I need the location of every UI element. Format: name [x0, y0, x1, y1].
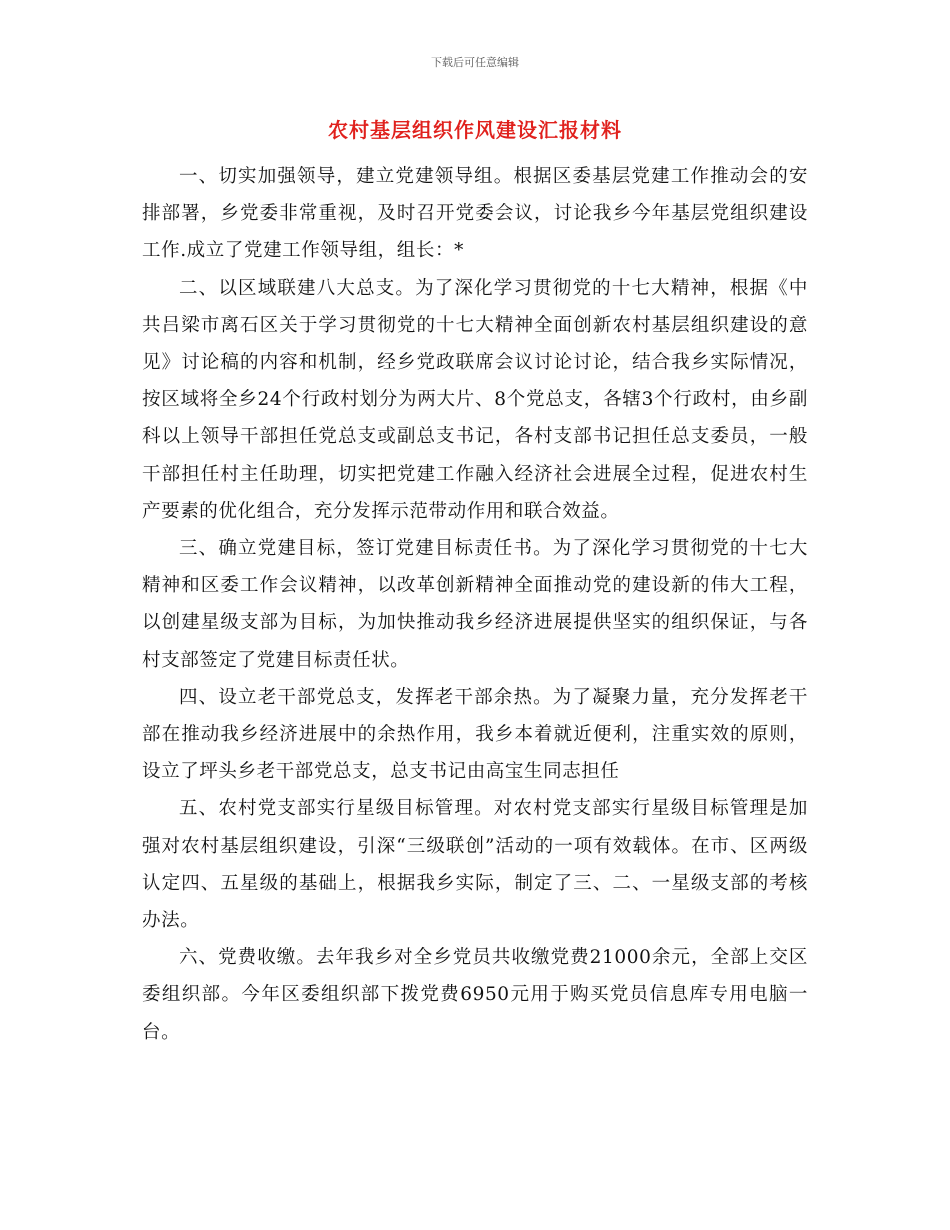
paragraph-1: 一、切实加强领导，建立党建领导组。根据区委基层党建工作推动会的安排部署，乡党委非常重视，及时召开党委会议，讨论我乡今年基层党组织建设工作.成立了党建工作领导组，组长：*: [142, 166, 808, 262]
paragraph-5: 五、农村党支部实行星级目标管理。对农村党支部实行星级目标管理是加强对农村基层组织建设，引深“三级联创”活动的一项有效载体。在市、区两级认定四、五星级的基础上，根据我乡实际，制定了三、二、一星级支部的考核办法。: [142, 798, 808, 932]
paragraph-4: 四、设立老干部党总支，发挥老干部余热。为了凝聚力量，充分发挥老干部在推动我乡经济进展中的余热作用，我乡本着就近便利，注重实效的原则，设立了坪头乡老干部党总支，总支书记由高宝生同志担任: [142, 686, 808, 783]
header-note: 下载后可任意编辑: [431, 56, 519, 69]
document-body: [142, 158, 808, 1051]
paragraph-2: 二、以区域联建八大总支。为了深化学习贯彻党的十七大精神，根据《中共吕梁市离石区关于学习贯彻党的十七大精神全面创新农村基层组织建设的意见》讨论稿的内容和机制，经乡党政联席会议讨论讨论，结合我乡实际情况，按区域将全乡24个行政村划分为两大片、8个党总支，各辖3个行政村，由乡副科以上领导干部担任党总支或副总支书记，各村支部书记担任总支委员，一般干部担任村主任助理，切实把党建工作融入经济社会进展全过程，促进农村生产要素的优化组合，充分发挥示范带动作用和联合效益。: [142, 277, 808, 522]
document-title: 农村基层组织作风建设汇报材料: [328, 118, 622, 142]
paragraph-6: 六、党费收缴。去年我乡对全乡党员共收缴党费21000余元，全部上交区委组织部。今年区委组织部下拨党费6950元用于购买党员信息库专用电脑一台。: [142, 947, 808, 1043]
paragraph-3: 三、确立党建目标，签订党建目标责任书。为了深化学习贯彻党的十七大精神和区委工作会议精神，以改革创新精神全面推动党的建设新的伟大工程，以创建星级支部为目标，为加快推动我乡经济进展提供坚实的组织保证，与各村支部签定了党建目标责任状。: [142, 538, 808, 671]
